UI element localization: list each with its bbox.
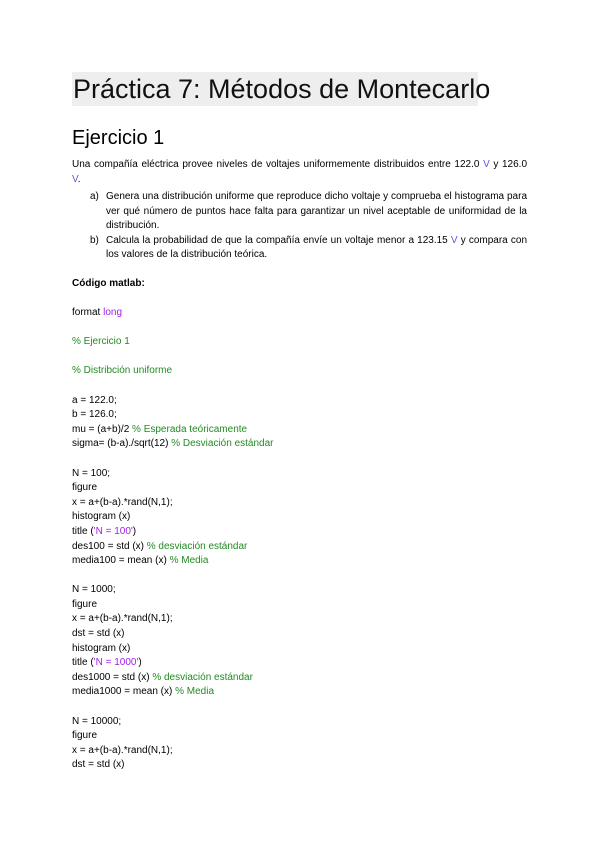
- code-text: title (: [72, 657, 94, 669]
- list-item-text: y compara con los valores de la distribución teórica.: [106, 234, 527, 260]
- code-text: des1000 = std (x): [72, 671, 153, 683]
- unit-label: V: [483, 159, 490, 170]
- code-line: N = 1000;: [72, 584, 116, 596]
- code-text: format: [72, 307, 104, 318]
- code-text: ): [138, 657, 142, 669]
- code-line: [72, 540, 273, 555]
- page-title: Práctica 7: Métodos de Montecarlo: [73, 74, 491, 104]
- code-line: figure: [72, 482, 98, 494]
- section-heading: Ejercicio 1: [72, 127, 165, 149]
- code-line: histogram (x): [72, 511, 131, 523]
- code-line: [72, 656, 273, 671]
- code-comment: % Ejercicio 1: [72, 336, 130, 348]
- code-string: 'N = 1000': [93, 657, 139, 669]
- code-line: [72, 525, 273, 540]
- code-line: dst = std (x): [72, 628, 125, 640]
- code-line: figure: [72, 598, 98, 610]
- code-block: [72, 306, 273, 773]
- task-list: [72, 190, 527, 263]
- intro-paragraph: [72, 158, 527, 187]
- code-line: histogram (x): [72, 642, 131, 654]
- intro-text: y 126.0: [489, 159, 527, 170]
- code-line: [72, 437, 273, 452]
- code-comment: % Media: [175, 686, 215, 698]
- code-line: [72, 306, 273, 321]
- code-text: sigma= (b-a)./sqrt(12): [72, 438, 172, 450]
- code-comment: % desviación estándar: [152, 671, 253, 683]
- list-item: [72, 234, 527, 263]
- code-text: mu = (a+b)/2: [72, 423, 133, 435]
- code-line: [72, 423, 273, 438]
- list-marker: b): [90, 234, 99, 246]
- code-comment: % Media: [169, 555, 209, 567]
- code-comment: % Desviación estándar: [171, 438, 274, 450]
- code-label: Código matlab:: [72, 278, 145, 289]
- code-text: ): [132, 525, 137, 537]
- code-line: N = 100;: [72, 467, 111, 479]
- code-text: title (: [72, 525, 94, 537]
- code-line: N = 10000;: [72, 715, 122, 727]
- code-comment: % Esperada teóricamente: [132, 423, 248, 435]
- unit-label: V: [72, 173, 78, 185]
- code-line: [72, 554, 273, 569]
- code-text: media1000 = mean (x): [72, 686, 176, 698]
- code-line: x = a+(b-a).*rand(N,1);: [72, 496, 173, 508]
- code-line: [72, 671, 273, 686]
- code-line: figure: [72, 730, 98, 742]
- code-line: a = 122.0;: [72, 394, 117, 406]
- unit-label: V: [450, 234, 458, 246]
- code-keyword: long: [103, 307, 123, 318]
- code-line: dst = std (x): [72, 759, 125, 771]
- code-line: x = a+(b-a).*rand(N,1);: [72, 613, 173, 625]
- list-marker: a): [90, 191, 99, 202]
- code-text: des100 = std (x): [72, 540, 147, 552]
- intro-text: Una compañía eléctrica provee niveles de voltajes uniformemente distribuidos entre 122.0: [72, 159, 484, 170]
- code-comment: % Distribción uniforme: [72, 365, 173, 377]
- code-line: [72, 685, 273, 700]
- code-string: 'N = 100': [93, 525, 133, 537]
- list-item: [72, 190, 527, 234]
- code-line: b = 126.0;: [72, 409, 117, 421]
- code-comment: % desviación estándar: [146, 540, 248, 552]
- list-item-text: Genera una distribución uniforme que reproduce dicho voltaje y comprueba el histograma para ver qué número de puntos hace falta para garantizar un nivel aceptable de uniformidad de la distribución.: [106, 191, 527, 231]
- code-text: media100 = mean (x): [72, 555, 170, 567]
- intro-text: .: [77, 173, 81, 185]
- list-item-text: Calcula la probabilidad de que la compañía envíe un voltaje menor a 123.15: [106, 234, 451, 246]
- code-line: x = a+(b-a).*rand(N,1);: [72, 744, 173, 756]
